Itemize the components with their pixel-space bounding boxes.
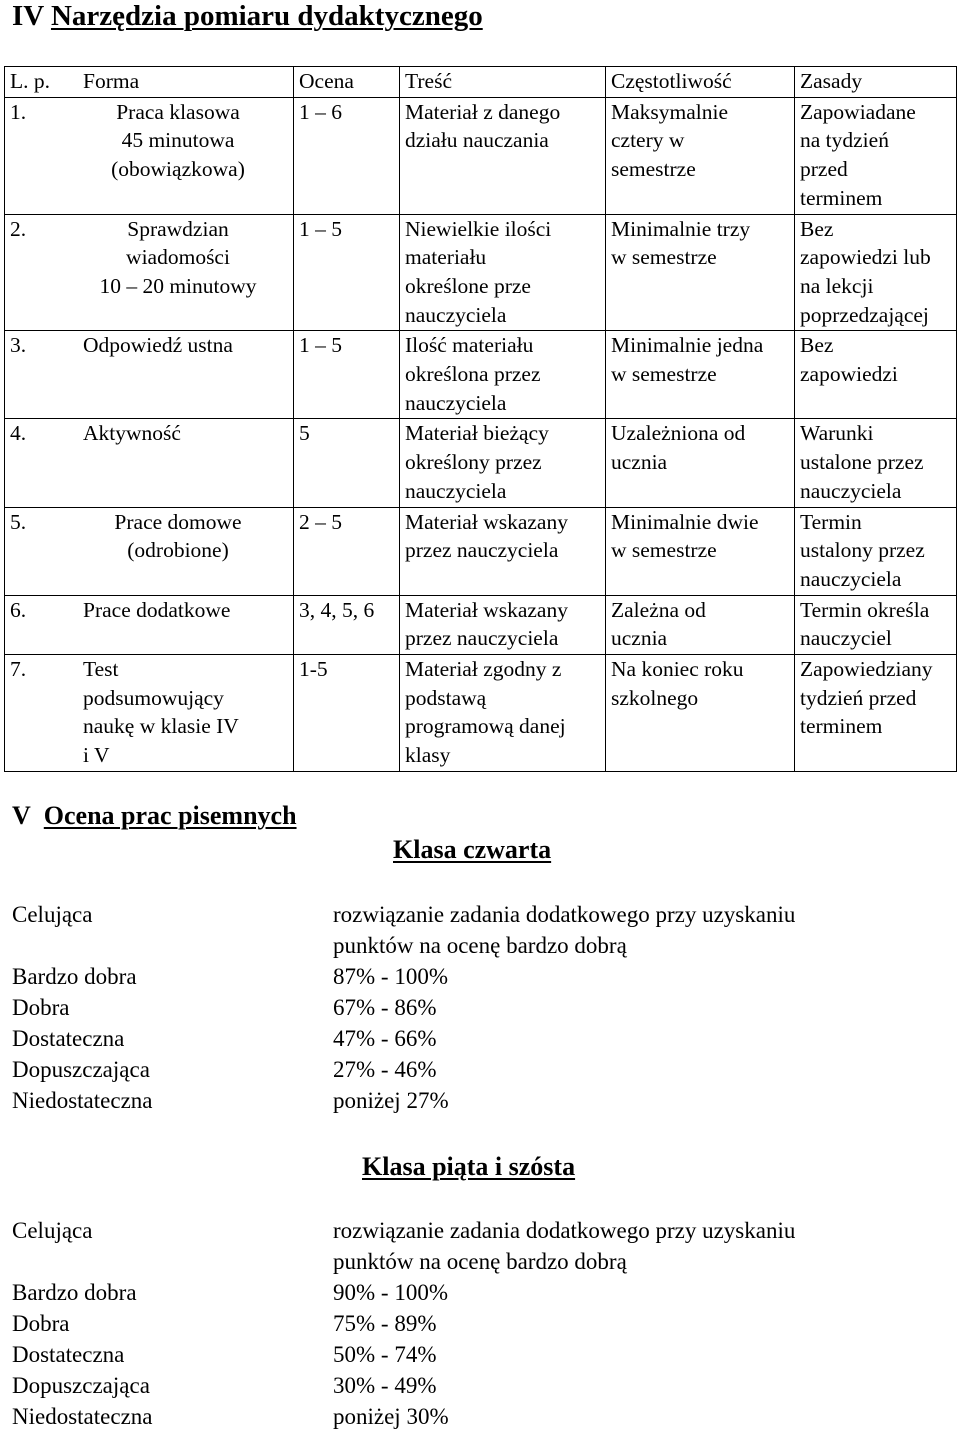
grade-name: Celująca — [12, 902, 93, 927]
cell-czestotliwosc: Maksymalnie cztery w semestrze — [606, 97, 795, 214]
grade-name: Dostateczna — [12, 1026, 125, 1051]
grade-name: Bardzo dobra — [12, 1280, 137, 1305]
cell-forma: Prace domowe (odrobione) — [114, 509, 242, 563]
klasa4-grades — [12, 899, 952, 1116]
grade-row — [12, 1401, 952, 1432]
grade-range: rozwiązanie zadania dodatkowego przy uzyskaniu punktów na ocenę bardzo dobrą — [333, 902, 796, 958]
tools-table — [4, 66, 957, 772]
tools-table-body — [5, 67, 957, 772]
heading-title: Narzędzia pomiaru dydaktycznego — [50, 0, 483, 32]
heading-prefix: IV — [12, 0, 44, 32]
grade-name: Niedostateczna — [12, 1088, 153, 1113]
grade-row — [12, 1054, 952, 1085]
grade-row — [12, 1339, 952, 1370]
section-prefix: V — [12, 801, 31, 830]
cell-lp-forma — [5, 655, 294, 772]
cell-zasady: Bez zapowiedzi — [795, 331, 957, 419]
cell-ocena: 1 – 5 — [294, 214, 400, 331]
grade-row — [12, 1085, 952, 1116]
header-cell: Treść — [400, 67, 606, 98]
grade-name: Dostateczna — [12, 1342, 125, 1367]
grade-name: Celująca — [12, 1218, 93, 1243]
grade-range: poniżej 30% — [333, 1404, 449, 1429]
grade-range: 30% - 49% — [333, 1373, 437, 1398]
grade-name: Dobra — [12, 1311, 70, 1336]
cell-lp: 4. — [10, 421, 27, 446]
table-row — [5, 331, 957, 419]
cell-forma: Aktywność — [83, 421, 181, 446]
cell-zasady: Termin określa nauczyciel — [795, 595, 957, 654]
cell-lp: 6. — [10, 597, 27, 622]
grade-range: 47% - 66% — [333, 1026, 437, 1051]
cell-tresc: Materiał zgodny z podstawą programową danej klasy — [400, 655, 606, 772]
cell-forma: Praca klasowa 45 minutowa (obowiązkowa) — [111, 99, 245, 182]
cell-lp: 7. — [10, 657, 27, 682]
grade-row — [12, 1215, 952, 1277]
cell-lp-forma — [5, 97, 294, 214]
klasa56-grades — [12, 1215, 952, 1432]
cell-czestotliwosc: Minimalnie trzy w semestrze — [606, 214, 795, 331]
cell-lp-forma — [5, 331, 294, 419]
grade-name: Bardzo dobra — [12, 964, 137, 989]
grade-name: Dobra — [12, 995, 70, 1020]
cell-czestotliwosc: Zależna od ucznia — [606, 595, 795, 654]
cell-ocena: 3, 4, 5, 6 — [294, 595, 400, 654]
cell-ocena: 5 — [294, 419, 400, 507]
cell-tresc: Materiał bieżący określony przez nauczyciela — [400, 419, 606, 507]
table-row — [5, 595, 957, 654]
cell-czestotliwosc: Minimalnie dwie w semestrze — [606, 507, 795, 595]
grade-row — [12, 961, 952, 992]
cell-forma: Odpowiedź ustna — [83, 333, 233, 358]
cell-lp: 5. — [10, 509, 27, 534]
cell-zasady: Warunki ustalone przez nauczyciela — [795, 419, 957, 507]
cell-ocena: 2 – 5 — [294, 507, 400, 595]
grade-row — [12, 1277, 952, 1308]
header-lp: L. p. — [10, 69, 51, 93]
cell-zasady: Zapowiedziany tydzień przed terminem — [795, 655, 957, 772]
cell-czestotliwosc: Minimalnie jedna w semestrze — [606, 331, 795, 419]
cell-czestotliwosc: Uzależniona od ucznia — [606, 419, 795, 507]
cell-ocena: 1 – 6 — [294, 97, 400, 214]
klasa4-title: Klasa czwarta — [393, 835, 552, 864]
table-row — [5, 419, 957, 507]
cell-forma: Test podsumowujący naukę w klasie IV i V — [83, 657, 239, 768]
cell-lp: 1. — [10, 99, 27, 124]
section-title: Ocena prac pisemnych — [43, 801, 297, 830]
grade-row — [12, 1370, 952, 1401]
cell-tresc: Niewielkie ilości materiału określone prze nauczyciela — [400, 214, 606, 331]
header-cell-lp-forma — [5, 67, 294, 98]
grade-row — [12, 1308, 952, 1339]
header-cell: Ocena — [294, 67, 400, 98]
grade-name: Dopuszczająca — [12, 1373, 150, 1398]
grade-row — [12, 899, 952, 961]
cell-tresc: Materiał wskazany przez nauczyciela — [400, 595, 606, 654]
cell-tresc: Ilość materiału określona przez nauczyciela — [400, 331, 606, 419]
cell-ocena: 1 – 5 — [294, 331, 400, 419]
header-cell: Zasady — [795, 67, 957, 98]
grade-range: rozwiązanie zadania dodatkowego przy uzyskaniu punktów na ocenę bardzo dobrą — [333, 1218, 796, 1274]
cell-zasady: Termin ustalony przez nauczyciela — [795, 507, 957, 595]
cell-lp-forma — [5, 595, 294, 654]
grade-row — [12, 992, 952, 1023]
grade-range: 27% - 46% — [333, 1057, 437, 1082]
main-heading — [12, 0, 483, 34]
grade-name: Dopuszczająca — [12, 1057, 150, 1082]
cell-lp-forma — [5, 214, 294, 331]
table-row — [5, 214, 957, 331]
grade-range: 87% - 100% — [333, 964, 448, 989]
grade-range: 90% - 100% — [333, 1280, 448, 1305]
cell-ocena: 1-5 — [294, 655, 400, 772]
cell-czestotliwosc: Na koniec roku szkolnego — [606, 655, 795, 772]
cell-lp-forma — [5, 507, 294, 595]
cell-forma: Sprawdzian wiadomości 10 – 20 minutowy — [99, 216, 257, 298]
header-cell: Częstotliwość — [606, 67, 795, 98]
grade-range: 67% - 86% — [333, 995, 437, 1020]
section-heading — [12, 800, 297, 832]
table-header-row — [5, 67, 957, 98]
cell-forma: Prace dodatkowe — [83, 597, 231, 622]
cell-tresc: Materiał wskazany przez nauczyciela — [400, 507, 606, 595]
table-row — [5, 507, 957, 595]
grade-range: 50% - 74% — [333, 1342, 437, 1367]
grade-range: poniżej 27% — [333, 1088, 449, 1113]
cell-zasady: Zapowiadane na tydzień przed terminem — [795, 97, 957, 214]
table-row — [5, 97, 957, 214]
cell-zasady: Bez zapowiedzi lub na lekcji poprzedzającej — [795, 214, 957, 331]
table-row — [5, 655, 957, 772]
cell-tresc: Materiał z danego działu nauczania — [400, 97, 606, 214]
cell-lp-forma — [5, 419, 294, 507]
header-forma: Forma — [83, 69, 140, 93]
cell-lp: 3. — [10, 333, 27, 358]
grade-range: 75% - 89% — [333, 1311, 437, 1336]
grade-row — [12, 1023, 952, 1054]
cell-lp: 2. — [10, 216, 27, 241]
grade-name: Niedostateczna — [12, 1404, 153, 1429]
klasa56-title: Klasa piąta i szósta — [362, 1152, 576, 1181]
